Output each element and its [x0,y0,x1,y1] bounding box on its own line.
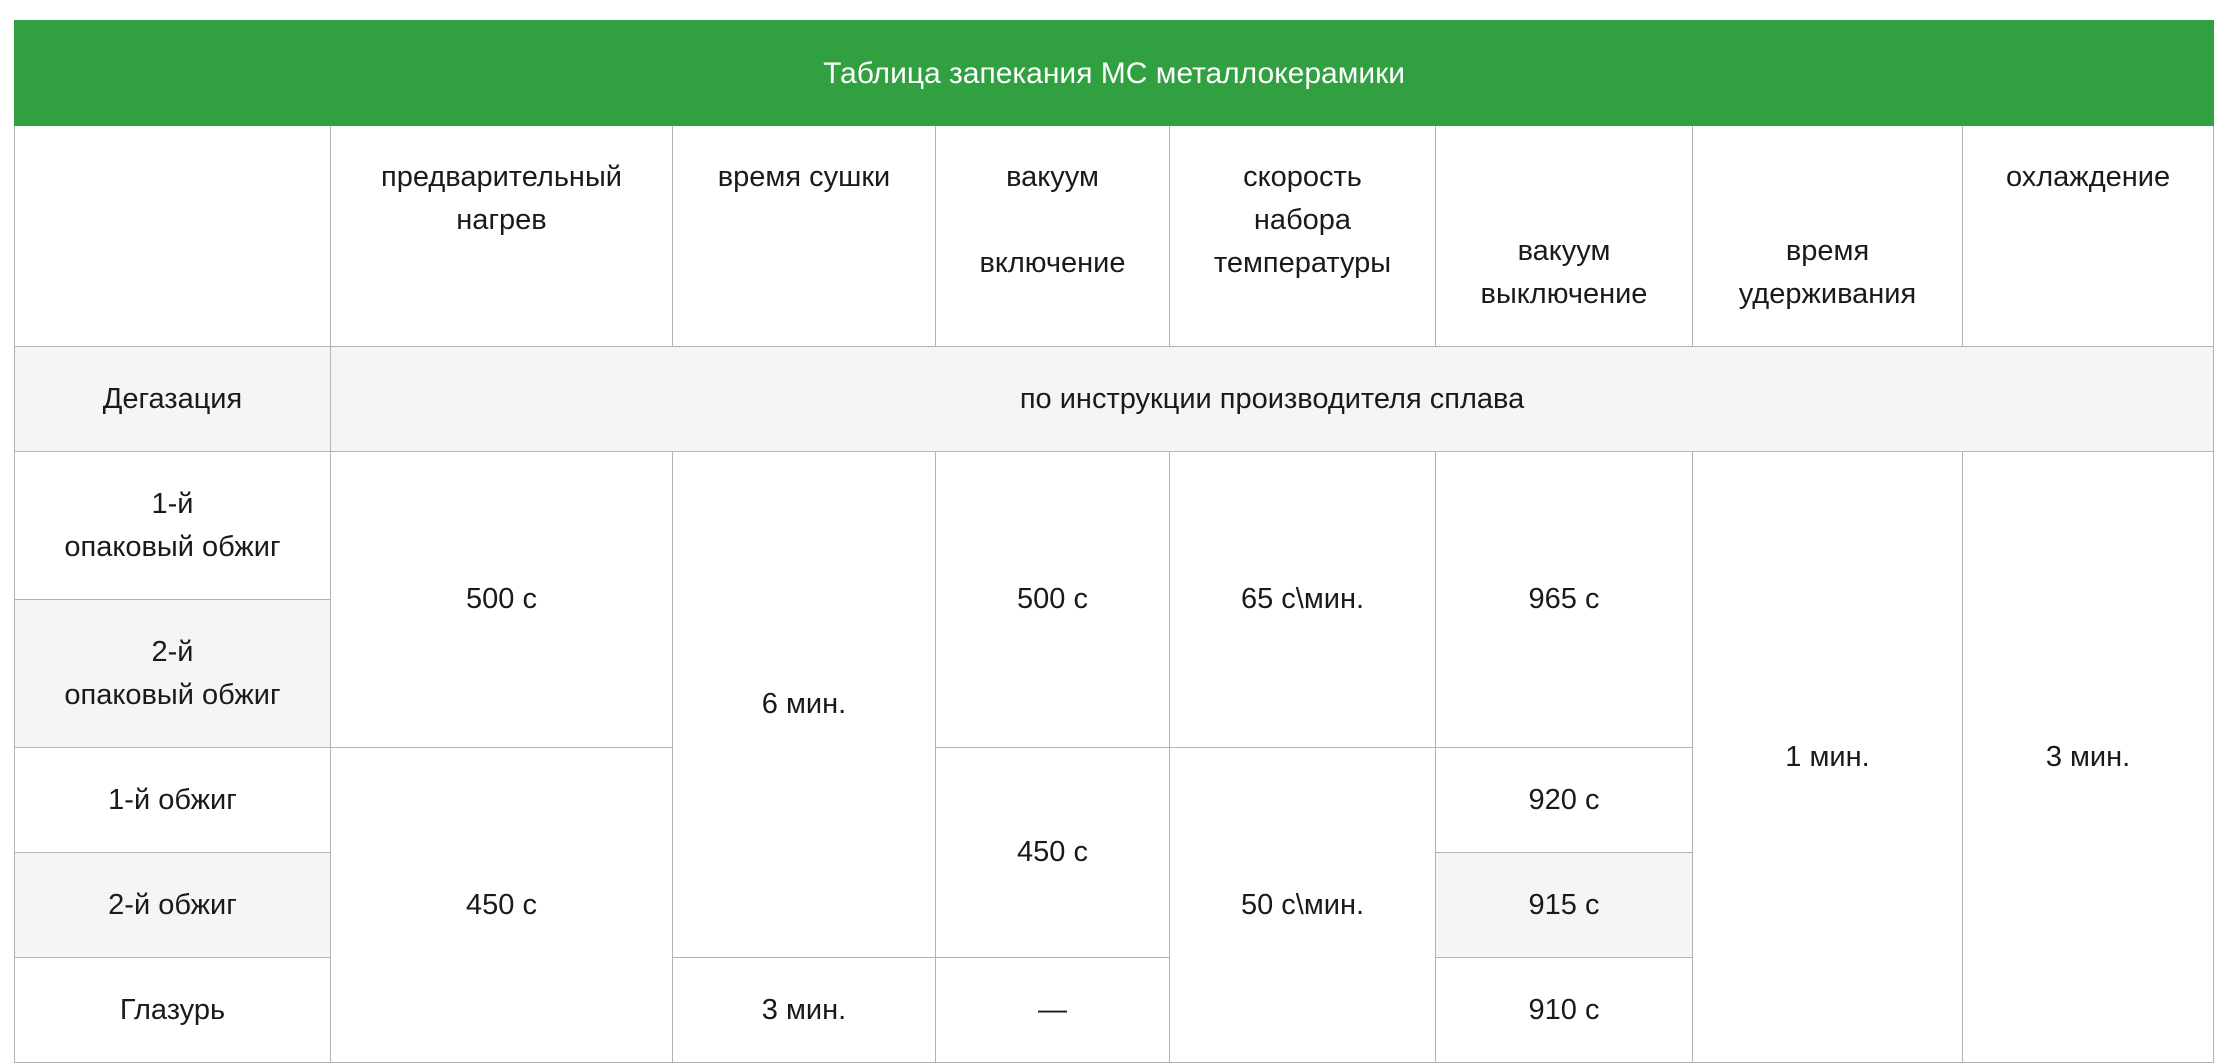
row-label-opaque-2: 2-й опаковый обжиг [15,600,331,748]
cell-vacuum-on-glaze: — [936,958,1170,1063]
cell-drying-glaze: 3 мин. [673,958,936,1063]
col-header-cooling: охлаждение [1963,126,2214,347]
cell-vacuum-on-opaque: 500 с [936,452,1170,748]
col-header-preheat: предварительный нагрев [331,126,673,347]
corner-cell [15,126,331,347]
cell-drying-main: 6 мин. [673,452,936,958]
row-label-firing-2: 2-й обжиг [15,853,331,958]
cell-vacuum-off-firing-2: 915 с [1436,853,1693,958]
col-header-vacuum-on: вакуум включение [936,126,1170,347]
row-label-firing-1: 1-й обжиг [15,748,331,853]
col-header-holding: время удерживания [1693,126,1963,347]
cell-vacuum-off-glaze: 910 с [1436,958,1693,1063]
cell-rate-firing: 50 с\мин. [1170,748,1436,1063]
header-row [15,126,2214,347]
cell-preheat-opaque: 500 с [331,452,673,748]
cell-cooling: 3 мин. [1963,452,2214,1063]
col-header-drying: время сушки [673,126,936,347]
degassing-note: по инструкции производителя сплава [331,347,2214,452]
row-opaque-1 [15,452,2214,600]
cell-vacuum-off-opaque: 965 с [1436,452,1693,748]
baking-table [14,20,2214,1063]
cell-holding: 1 мин. [1693,452,1963,1063]
cell-vacuum-off-firing-1: 920 с [1436,748,1693,853]
row-label-glaze: Глазурь [15,958,331,1063]
col-header-vacuum-off: вакуум выключение [1436,126,1693,347]
cell-vacuum-on-firing: 450 с [936,748,1170,958]
col-header-heating-rate: скорость набора температуры [1170,126,1436,347]
row-degassing [15,347,2214,452]
row-label-opaque-1: 1-й опаковый обжиг [15,452,331,600]
table-title: Таблица запекания МС металлокерамики [15,21,2214,126]
cell-preheat-firing: 450 с [331,748,673,1063]
row-label-degassing: Дегазация [15,347,331,452]
cell-rate-opaque: 65 с\мин. [1170,452,1436,748]
